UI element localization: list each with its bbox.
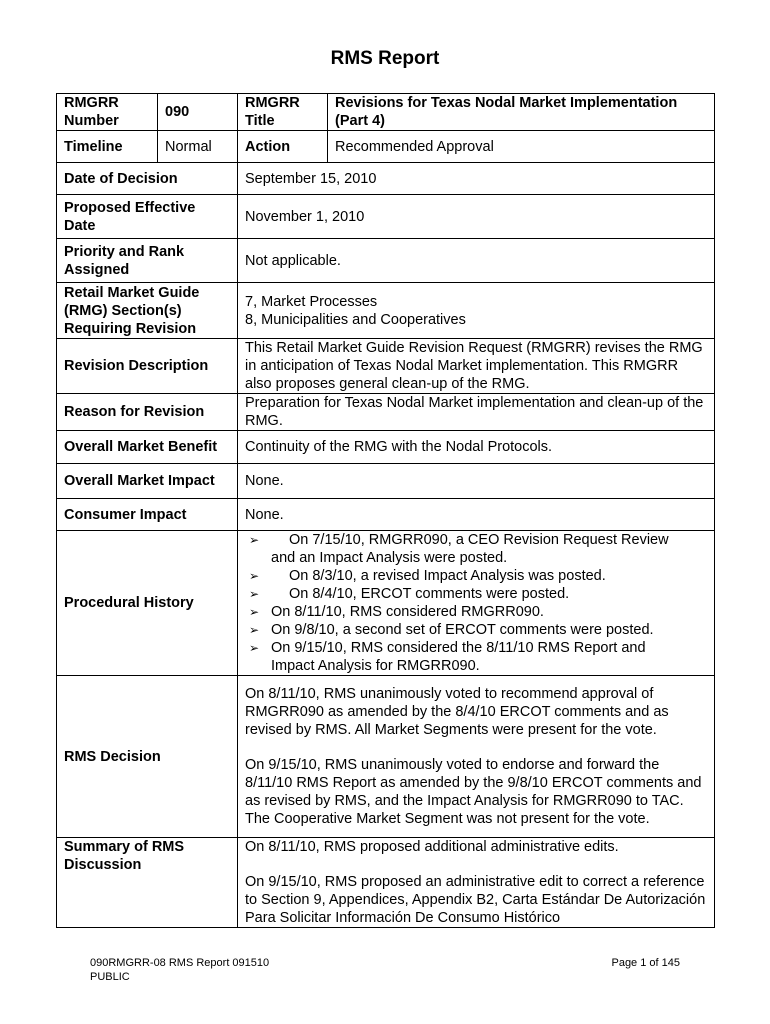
arrowhead-bullet-icon: ➢	[249, 641, 260, 655]
arrowhead-bullet-icon: ➢	[249, 623, 260, 637]
list-item: ➢ On 9/8/10, a second set of ERCOT comments were posted.	[249, 622, 654, 638]
page-title: RMS Report	[330, 48, 440, 69]
table-row	[57, 676, 715, 838]
timeline-label: Timeline	[57, 131, 158, 163]
overall-impact-label: Overall Market Impact	[57, 464, 238, 499]
rmgrr-number-label: RMGRR Number	[57, 94, 158, 131]
priority-label: Priority and Rank Assigned	[57, 239, 238, 283]
summary-discussion-label: Summary of RMS Discussion	[57, 838, 238, 928]
table-row	[57, 499, 715, 531]
sections-value	[238, 283, 715, 339]
consumer-impact-value: None.	[238, 499, 715, 531]
summary-paragraph: On 9/15/10, RMS proposed an administrative edit to correct a reference to Section 9, Appendices, Appendix B2, Carta Estándar De Autorización Para Solicitar Información De Consumo Histórico	[245, 874, 706, 926]
list-item: ➢ On 8/4/10, ERCOT comments were posted.	[249, 586, 570, 602]
date-of-decision-label: Date of Decision	[57, 163, 238, 195]
table-row	[57, 531, 715, 676]
decision-paragraph: On 9/15/10, RMS unanimously voted to endorse and forward the 8/11/10 RMS Report as amended by the 9/8/10 ERCOT comments and as revised by RMS, and the Impact Analysis for RMGRR090 to TAC. The Cooperative Market Segment was not present for the vote.	[245, 757, 702, 827]
rmgrr-title-label: RMGRR Title	[238, 94, 328, 131]
arrowhead-bullet-icon: ➢	[249, 605, 260, 619]
procedural-history-list	[245, 531, 707, 675]
procedural-history-value	[238, 531, 715, 676]
proposed-effective-date-label: Proposed Effective Date	[57, 195, 238, 239]
revision-description-label: Revision Description	[57, 339, 238, 394]
table-row	[57, 94, 715, 131]
action-value: Recommended Approval	[328, 131, 715, 163]
page-number: Page 1 of 145	[611, 957, 680, 969]
table-row	[57, 131, 715, 163]
priority-value: Not applicable.	[238, 239, 715, 283]
table-row	[57, 431, 715, 464]
overall-benefit-label: Overall Market Benefit	[57, 431, 238, 464]
sections-label: Retail Market Guide (RMG) Section(s) Requiring Revision	[57, 283, 238, 339]
rmgrr-title-value: Revisions for Texas Nodal Market Implementation (Part 4)	[328, 94, 715, 131]
proposed-effective-date-value: November 1, 2010	[238, 195, 715, 239]
rmgrr-number-value: 090	[158, 94, 238, 131]
table-row	[57, 163, 715, 195]
arrowhead-bullet-icon: ➢	[249, 587, 260, 601]
consumer-impact-label: Consumer Impact	[57, 499, 238, 531]
table-row	[57, 394, 715, 431]
list-item: ➢ On 7/15/10, RMGRR090, a CEO Revision Request Review and an Impact Analysis were posted.	[249, 532, 669, 566]
overall-impact-value: None.	[238, 464, 715, 499]
rms-decision-label: RMS Decision	[57, 676, 238, 838]
section-line: 8, Municipalities and Cooperatives	[245, 311, 466, 328]
table-row	[57, 195, 715, 239]
page-footer	[90, 956, 680, 984]
timeline-value: Normal	[158, 131, 238, 163]
arrowhead-bullet-icon: ➢	[249, 533, 260, 547]
document-id: 090RMGRR-08 RMS Report 091510	[90, 957, 270, 969]
table-row	[57, 339, 715, 394]
table-row	[57, 464, 715, 499]
list-item: ➢ On 8/11/10, RMS considered RMGRR090.	[249, 604, 544, 620]
section-line: 7, Market Processes	[245, 293, 378, 310]
rms-decision-value	[238, 676, 715, 838]
table-row	[57, 838, 715, 928]
reason-label: Reason for Revision	[57, 394, 238, 431]
classification: PUBLIC	[90, 971, 130, 983]
action-label: Action	[238, 131, 328, 163]
arrowhead-bullet-icon: ➢	[249, 569, 260, 583]
list-item: ➢ On 8/3/10, a revised Impact Analysis was posted.	[249, 568, 606, 584]
list-item: ➢ On 9/15/10, RMS considered the 8/11/10 RMS Report and Impact Analysis for RMGRR090.	[249, 640, 646, 674]
decision-paragraph: On 8/11/10, RMS unanimously voted to recommend approval of RMGRR090 as amended by the 8/4/10 ERCOT comments and as revised by RMS. All Market Segments were present for the vote.	[245, 686, 669, 738]
table-row	[57, 239, 715, 283]
overall-benefit-value: Continuity of the RMG with the Nodal Protocols.	[238, 431, 715, 464]
procedural-history-label: Procedural History	[57, 531, 238, 676]
reason-value: Preparation for Texas Nodal Market implementation and clean-up of the RMG.	[238, 394, 715, 431]
table-row	[57, 283, 715, 339]
summary-discussion-value	[238, 838, 715, 928]
report-table	[56, 93, 715, 928]
date-of-decision-value: September 15, 2010	[238, 163, 715, 195]
revision-description-value: This Retail Market Guide Revision Request (RMGRR) revises the RMG in anticipation of Texas Nodal Market implementation. This RMGRR also proposes general clean-up of the RMG.	[238, 339, 715, 394]
summary-paragraph: On 8/11/10, RMS proposed additional administrative edits.	[245, 839, 619, 855]
